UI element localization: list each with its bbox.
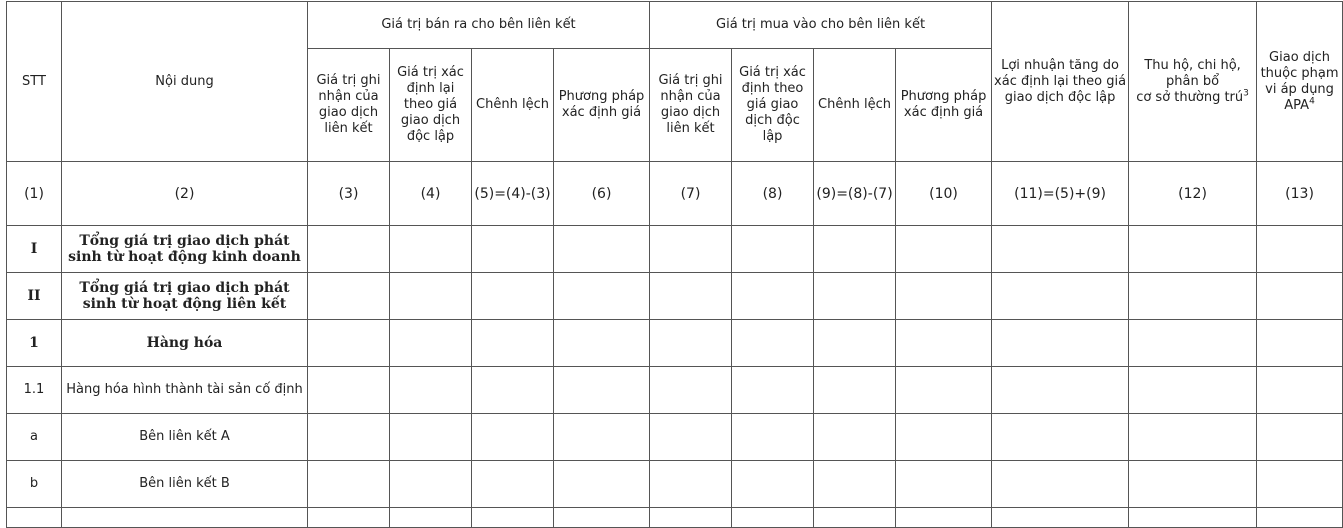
table-row: [7, 226, 1343, 273]
cell: [896, 461, 992, 508]
cell: [472, 320, 554, 367]
cell: [390, 367, 472, 414]
cell: [732, 461, 814, 508]
cell: [992, 273, 1129, 320]
row-content: Bên liên kết A: [62, 414, 308, 461]
cell: [1129, 508, 1257, 528]
row-stt: 1: [7, 320, 62, 367]
cell: [650, 414, 732, 461]
row-content: Tổng giá trị giao dịch phát sinh từ hoạt động liên kết: [62, 273, 308, 320]
cell: [390, 461, 472, 508]
cell: [992, 461, 1129, 508]
sub-chenh-lech-mua: Chênh lệch: [814, 49, 896, 162]
cell: [472, 461, 554, 508]
col-num-5: (5)=(4)-(3): [472, 162, 554, 226]
table-row-partial: [7, 508, 1343, 528]
table-row: [7, 367, 1343, 414]
row-content: Bên liên kết B: [62, 461, 308, 508]
col-num-4: (4): [390, 162, 472, 226]
header-loi-nhuan: Lợi nhuận tăng do xác định lại theo giá giao dịch độc lập: [992, 2, 1129, 162]
cell: [308, 367, 390, 414]
cell: [814, 320, 896, 367]
cell: [554, 461, 650, 508]
cell: [650, 367, 732, 414]
col-num-3: (3): [308, 162, 390, 226]
cell: [1129, 461, 1257, 508]
cell: [62, 508, 308, 528]
col-num-1: (1): [7, 162, 62, 226]
cell: [390, 508, 472, 528]
table-row: [7, 414, 1343, 461]
cell: [896, 508, 992, 528]
cell: [472, 226, 554, 273]
cell: [732, 508, 814, 528]
cell: [554, 226, 650, 273]
cell: [308, 226, 390, 273]
header-apa: [1257, 2, 1343, 162]
col-num-9: (9)=(8)-(7): [814, 162, 896, 226]
cell: [1129, 320, 1257, 367]
header-stt: STT: [7, 2, 62, 162]
row-stt: II: [7, 273, 62, 320]
cell: [814, 367, 896, 414]
cell: [1257, 367, 1343, 414]
cell: [308, 461, 390, 508]
sub-gia-tri-xac-dinh-ban: Giá trị xác định lại theo giá giao dịch độc lập: [390, 49, 472, 162]
cell: [992, 414, 1129, 461]
cell: [390, 273, 472, 320]
cell: [732, 320, 814, 367]
cell: [554, 508, 650, 528]
cell: [992, 508, 1129, 528]
cell: [896, 226, 992, 273]
col-num-12: (12): [1129, 162, 1257, 226]
cell: [1257, 226, 1343, 273]
header-apa-footnote: 4: [1309, 96, 1315, 107]
cell: [650, 226, 732, 273]
cell: [650, 273, 732, 320]
cell: [472, 414, 554, 461]
cell: [390, 226, 472, 273]
sub-gia-tri-xac-dinh-mua: Giá trị xác định theo giá giao dịch độc lập: [732, 49, 814, 162]
cell: [390, 320, 472, 367]
table-row: [7, 320, 1343, 367]
cell: [472, 367, 554, 414]
cell: [896, 320, 992, 367]
cell: [1257, 508, 1343, 528]
row-content: Hàng hóa hình thành tài sản cố định: [62, 367, 308, 414]
header-row-top: [7, 2, 1343, 49]
header-group-mua-vao: Giá trị mua vào cho bên liên kết: [650, 2, 992, 49]
cell: [814, 414, 896, 461]
table-row: [7, 461, 1343, 508]
header-thu-ho: [1129, 2, 1257, 162]
table-row: [7, 273, 1343, 320]
cell: [554, 320, 650, 367]
cell: [814, 273, 896, 320]
cell: [992, 320, 1129, 367]
row-stt: a: [7, 414, 62, 461]
cell: [472, 508, 554, 528]
cell: [896, 273, 992, 320]
sub-phuong-phap-mua: Phương pháp xác định giá: [896, 49, 992, 162]
row-content: Hàng hóa: [62, 320, 308, 367]
cell: [390, 414, 472, 461]
cell: [308, 508, 390, 528]
row-stt: I: [7, 226, 62, 273]
col-num-7: (7): [650, 162, 732, 226]
header-thu-ho-text: Thu hộ, chi hộ, phân bổ: [1144, 57, 1241, 89]
cell: [732, 414, 814, 461]
cell: [732, 273, 814, 320]
cell: [1257, 461, 1343, 508]
cell: [814, 461, 896, 508]
row-content: Tổng giá trị giao dịch phát sinh từ hoạt động kinh doanh: [62, 226, 308, 273]
cell: [7, 508, 62, 528]
cell: [1257, 320, 1343, 367]
column-number-row: [7, 162, 1343, 226]
header-noi-dung: Nội dung: [62, 2, 308, 162]
header-apa-text: Giao dịch thuộc phạm vi áp dụng APA: [1260, 49, 1339, 113]
cell: [650, 461, 732, 508]
cell: [992, 367, 1129, 414]
cell: [1129, 226, 1257, 273]
header-group-ban-ra: Giá trị bán ra cho bên liên kết: [308, 2, 650, 49]
header-thu-ho-text-2: cơ sở thường trú: [1136, 89, 1244, 105]
cell: [650, 320, 732, 367]
cell: [1257, 273, 1343, 320]
cell: [896, 414, 992, 461]
row-stt: b: [7, 461, 62, 508]
cell: [732, 367, 814, 414]
cell: [814, 226, 896, 273]
sub-chenh-lech-ban: Chênh lệch: [472, 49, 554, 162]
col-num-13: (13): [1257, 162, 1343, 226]
cell: [1257, 414, 1343, 461]
col-num-6: (6): [554, 162, 650, 226]
col-num-11: (11)=(5)+(9): [992, 162, 1129, 226]
sub-phuong-phap-ban: Phương pháp xác định giá: [554, 49, 650, 162]
cell: [1129, 414, 1257, 461]
col-num-8: (8): [732, 162, 814, 226]
cell: [732, 226, 814, 273]
cell: [554, 367, 650, 414]
col-num-10: (10): [896, 162, 992, 226]
row-stt: 1.1: [7, 367, 62, 414]
transfer-pricing-table: [6, 1, 1343, 528]
sub-gia-tri-ghi-nhan-ban: Giá trị ghi nhận của giao dịch liên kết: [308, 49, 390, 162]
sub-gia-tri-ghi-nhan-mua: Giá trị ghi nhận của giao dịch liên kết: [650, 49, 732, 162]
cell: [1129, 273, 1257, 320]
cell: [992, 226, 1129, 273]
header-thu-ho-footnote: 3: [1243, 88, 1249, 99]
cell: [814, 508, 896, 528]
cell: [1129, 367, 1257, 414]
cell: [896, 367, 992, 414]
cell: [472, 273, 554, 320]
col-num-2: (2): [62, 162, 308, 226]
cell: [554, 414, 650, 461]
cell: [650, 508, 732, 528]
cell: [308, 320, 390, 367]
cell: [554, 273, 650, 320]
cell: [308, 273, 390, 320]
cell: [308, 414, 390, 461]
